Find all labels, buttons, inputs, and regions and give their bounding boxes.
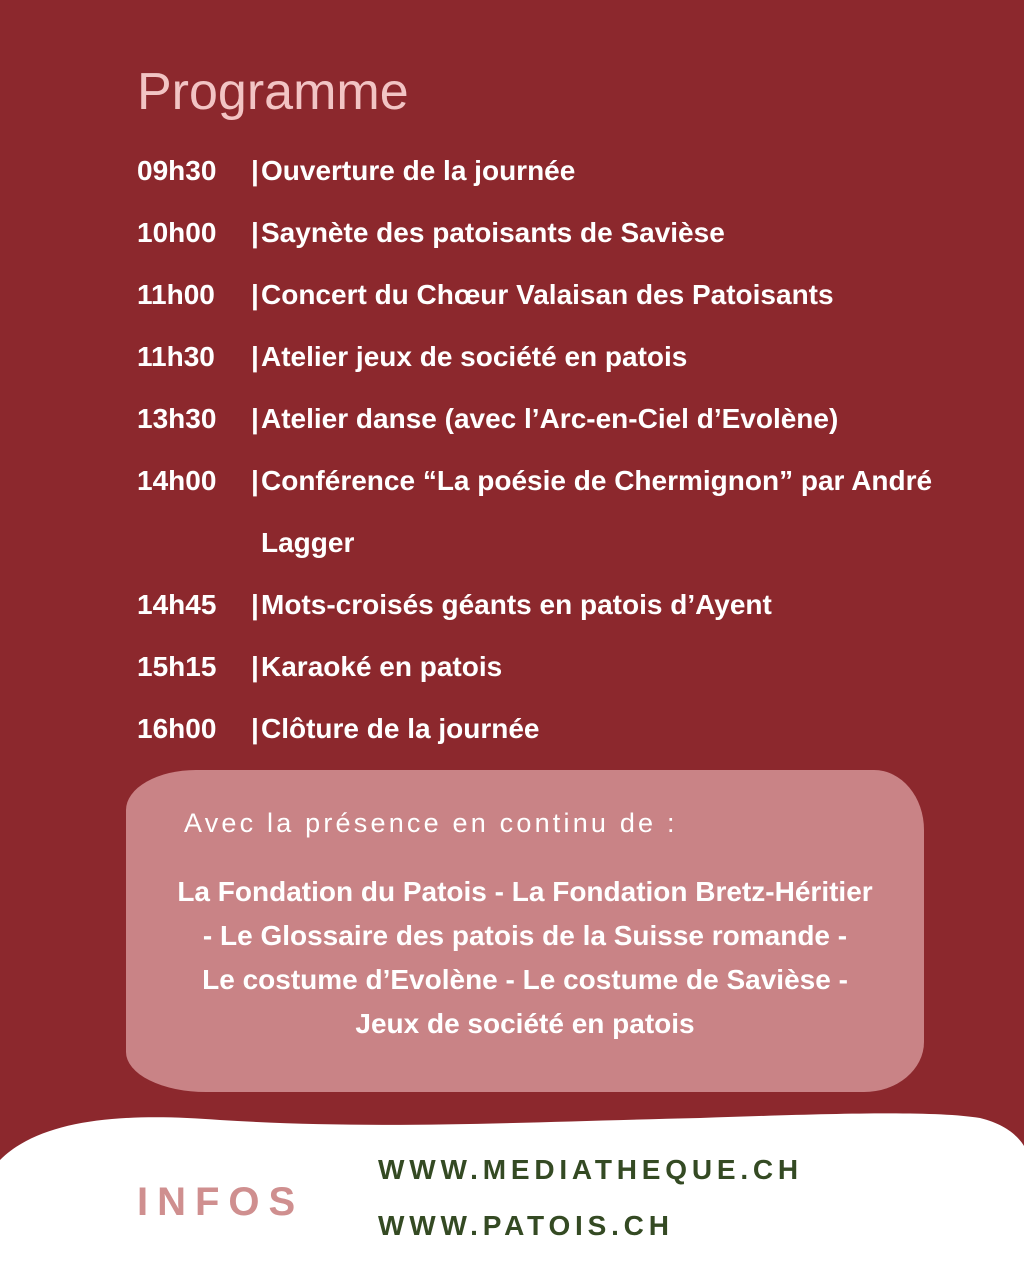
presence-line: Jeux de société en patois (355, 1008, 695, 1039)
footer (0, 1100, 1024, 1280)
presence-line: Le costume d’Evolène - Le costume de Savièse - (202, 964, 848, 995)
infos-label: INFOS (137, 1180, 305, 1224)
schedule-event: Atelier danse (avec l’Arc-en-Ciel d’Evolène) (261, 403, 839, 434)
schedule-row: 11h30 | Atelier jeux de société en patois (137, 326, 997, 388)
schedule-event: Atelier jeux de société en patois (261, 341, 688, 372)
schedule-event: Saynète des patoisants de Savièse (261, 217, 725, 248)
schedule-time: 14h00 (137, 465, 217, 496)
schedule-row: 09h30 | Ouverture de la journée (137, 140, 997, 202)
schedule-event: Clôture de la journée (261, 713, 540, 744)
schedule-event: Mots-croisés géants en patois d’Ayent (261, 589, 772, 620)
schedule-row: 15h15 | Karaoké en patois (137, 636, 997, 698)
presence-line: - Le Glossaire des patois de la Suisse romande - (202, 920, 848, 951)
presence-box (126, 770, 924, 1092)
schedule-event: Ouverture de la journée (261, 155, 576, 186)
page-title: Programme (137, 63, 409, 121)
schedule-row: 10h00 | Saynète des patoisants de Savièse (137, 202, 997, 264)
schedule-time: 13h30 (137, 403, 217, 434)
schedule-time: 14h45 (137, 589, 217, 620)
presence-line: La Fondation du Patois - La Fondation Bretz-Héritier (177, 876, 873, 907)
schedule-event: Karaoké en patois (261, 651, 503, 682)
schedule-time: 11h30 (137, 341, 215, 372)
schedule-time: 09h30 (137, 155, 217, 186)
link-mediatheque[interactable]: WWW.MEDIATHEQUE.CH (378, 1154, 803, 1185)
schedule-row: 14h00 | Conférence “La poésie de Chermignon” par André Lagger (137, 450, 997, 574)
schedule-time: 10h00 (137, 217, 217, 248)
schedule-time: 11h00 (137, 279, 215, 310)
schedule-time: 15h15 (137, 651, 217, 682)
schedule-row: 11h00 | Concert du Chœur Valaisan des Patoisants (137, 264, 997, 326)
schedule-row: 16h00 | Clôture de la journée (137, 698, 997, 760)
schedule-list (137, 140, 997, 760)
presence-list (126, 870, 924, 1046)
link-patois[interactable]: WWW.PATOIS.CH (378, 1210, 674, 1241)
schedule-event: Concert du Chœur Valaisan des Patoisants (261, 279, 834, 310)
schedule-row: 14h45 | Mots-croisés géants en patois d’Ayent (137, 574, 997, 636)
schedule-time: 16h00 (137, 713, 217, 744)
schedule-row: 13h30 | Atelier danse (avec l’Arc-en-Ciel d’Evolène) (137, 388, 997, 450)
schedule-event: Conférence “La poésie de Chermignon” par André Lagger (261, 465, 933, 558)
presence-title: Avec la présence en continu de : (184, 808, 678, 838)
